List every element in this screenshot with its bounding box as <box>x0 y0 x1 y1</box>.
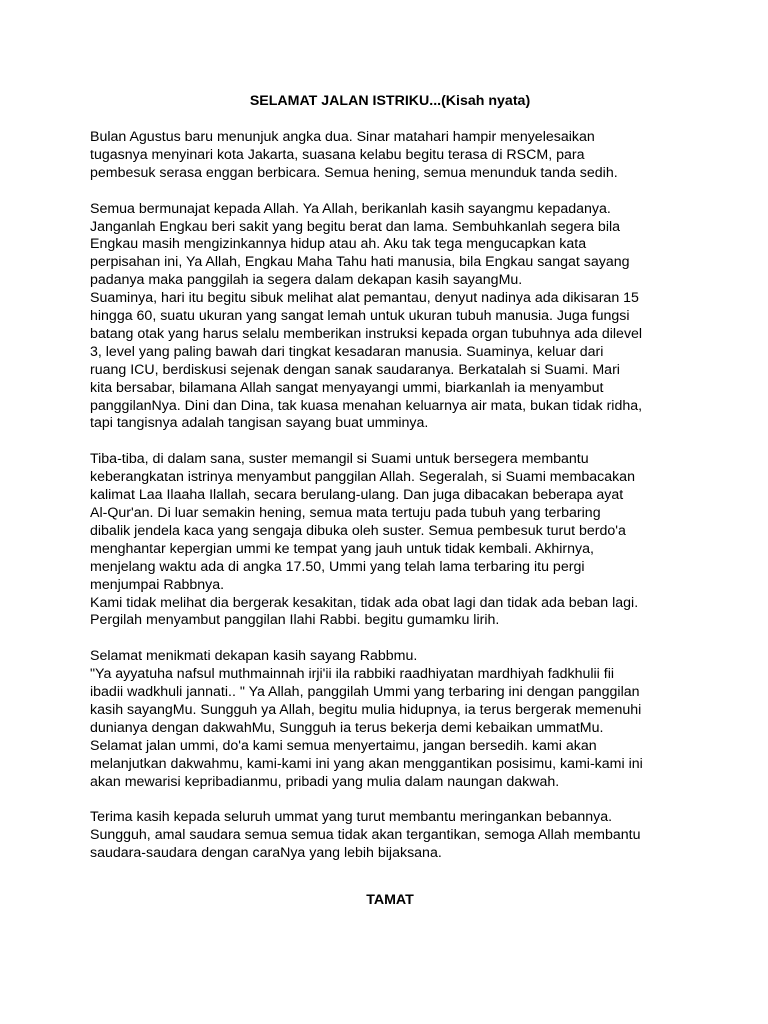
text-line: kalimat Laa Ilaaha Ilallah, secara berulang-ulang. Dan juga dibacakan beberapa ayat <box>90 487 624 504</box>
text-line: Pergilah menyambut panggilan Ilahi Rabbi. begitu gumamku lirih. <box>90 612 500 629</box>
paragraph <box>90 129 690 183</box>
text-line: menjumpai Rabbnya. <box>90 576 225 593</box>
text-line: melanjutkan dakwahmu, kami-kami ini yang akan menggantikan posisimu, kami-kami ini <box>90 755 643 772</box>
text-line: dunianya dengan dakwahMu, Sungguh ia terus bekerja demi kebaikan ummatMu. <box>90 719 604 736</box>
text-line: Semua bermunajat kepada Allah. Ya Allah, berikanlah kasih sayangmu kepadanya. <box>90 200 611 217</box>
text-line: menghantar kepergian ummi ke tempat yang jauh untuk tidak kembali. Akhirnya, <box>90 540 594 557</box>
text-line: Al-Qur'an. Di luar semakin hening, semua mata tertuju pada tubuh yang terbaring <box>90 505 601 521</box>
text-line: tapi tangisnya adalah tangisan sayang buat umminya. <box>90 415 429 432</box>
text-line: pembesuk serasa enggan berbicara. Semua hening, semua menunduk tanda sedih. <box>90 164 618 181</box>
text-line: batang otak yang harus selalu memberikan instruksi kepada organ tubuhnya ada dilevel <box>90 325 643 342</box>
text-line: perpisahan ini, Ya Allah, Engkau Maha Tahu hati manusia, bila Engkau sangat sayang <box>90 254 630 271</box>
text-line: Janganlah Engkau beri sakit yang begitu berat dan lama. Sembuhkanlah segera bila <box>90 218 621 235</box>
text-line: keberangkatan istrinya menyambut panggilan Allah. Segeralah, si Suami membacakan <box>90 469 635 486</box>
text-line: Selamat menikmati dekapan kasih sayang Rabbmu. <box>90 648 418 665</box>
text-line: hingga 60, suatu ukuran yang sangat lemah untuk ukuran tubuh manusia. Juga fungsi <box>90 308 630 325</box>
text-line: kasih sayangMu. Sungguh ya Allah, begitu mulia hidupnya, ia terus bergerak memenuhi <box>90 701 642 718</box>
text-line: saudara-saudara dengan caraNya yang lebih bijaksana. <box>90 845 442 862</box>
text-line: "Ya ayyatuha nafsul muthmainnah irji'ii ila rabbiki raadhiyatan mardhiyah fadkhulii fii <box>90 666 615 683</box>
text-line: ibadii wadkhuli jannati.. " Ya Allah, panggilah Ummi yang terbaring ini dengan panggilan <box>90 684 640 701</box>
document-title: SELAMAT JALAN ISTRIKU...(Kisah nyata) <box>249 93 531 109</box>
paragraph <box>90 648 690 791</box>
text-line: 3, level yang paling bawah dari tingkat kesadaran manusia. Suaminya, keluar dari <box>90 343 604 360</box>
text-line: panggilanNya. Dini dan Dina, tak kuasa menahan keluarnya air mata, bukan tidak ridha, <box>90 397 643 414</box>
text-line: ruang ICU, berdiskusi sejenak dengan sanak saudaranya. Berkatalah si Suami. Mari <box>90 361 620 378</box>
paragraph <box>90 809 690 863</box>
text-line: tugasnya menyinari kota Jakarta, suasana kelabu begitu terasa di RSCM, para <box>90 146 585 163</box>
document-page <box>90 92 690 909</box>
document-body <box>90 129 690 863</box>
text-line: Sungguh, amal saudara semua semua tidak akan tergantikan, semoga Allah membantu <box>90 827 641 844</box>
text-line: akan mewarisi kepribadianmu, pribadi yang mulia dalam naungan dakwah. <box>90 773 560 790</box>
text-line: kita bersabar, bilamana Allah sangat menyayangi ummi, biarkanlah ia menyambut <box>90 379 604 396</box>
text-line: menjelang waktu ada di angka 17.50, Ummi yang telah lama terbaring itu pergi <box>90 558 585 575</box>
text-line: dibalik jendela kaca yang sengaja dibuka oleh suster. Semua pembesuk turut berdo'a <box>90 522 626 539</box>
text-line: padanya maka panggilah ia segera dalam dekapan kasih sayangMu. <box>90 272 523 289</box>
text-line: Engkau masih mengizinkannya hidup atau ah. Aku tak tega mengucapkan kata <box>90 236 587 253</box>
text-line: Bulan Agustus baru menunjuk angka dua. Sinar matahari hampir menyelesaikan <box>90 129 595 145</box>
text-line: Kami tidak melihat dia bergerak kesakitan, tidak ada obat lagi dan tidak ada beban lagi. <box>90 594 639 611</box>
text-line: Terima kasih kepada seluruh ummat yang turut membantu meringankan bebannya. <box>90 809 613 826</box>
text-line: Tiba-tiba, di dalam sana, suster memangil si Suami untuk bersegera membantu <box>90 451 589 468</box>
end-label: TAMAT <box>366 892 414 909</box>
paragraph <box>90 451 690 630</box>
paragraph <box>90 201 690 434</box>
text-line: Suaminya, hari itu begitu sibuk melihat alat pemantau, denyut nadinya ada dikisaran 15 <box>90 290 639 307</box>
text-line: Selamat jalan ummi, do'a kami semua menyertaimu, jangan bersedih. kami akan <box>90 737 597 754</box>
